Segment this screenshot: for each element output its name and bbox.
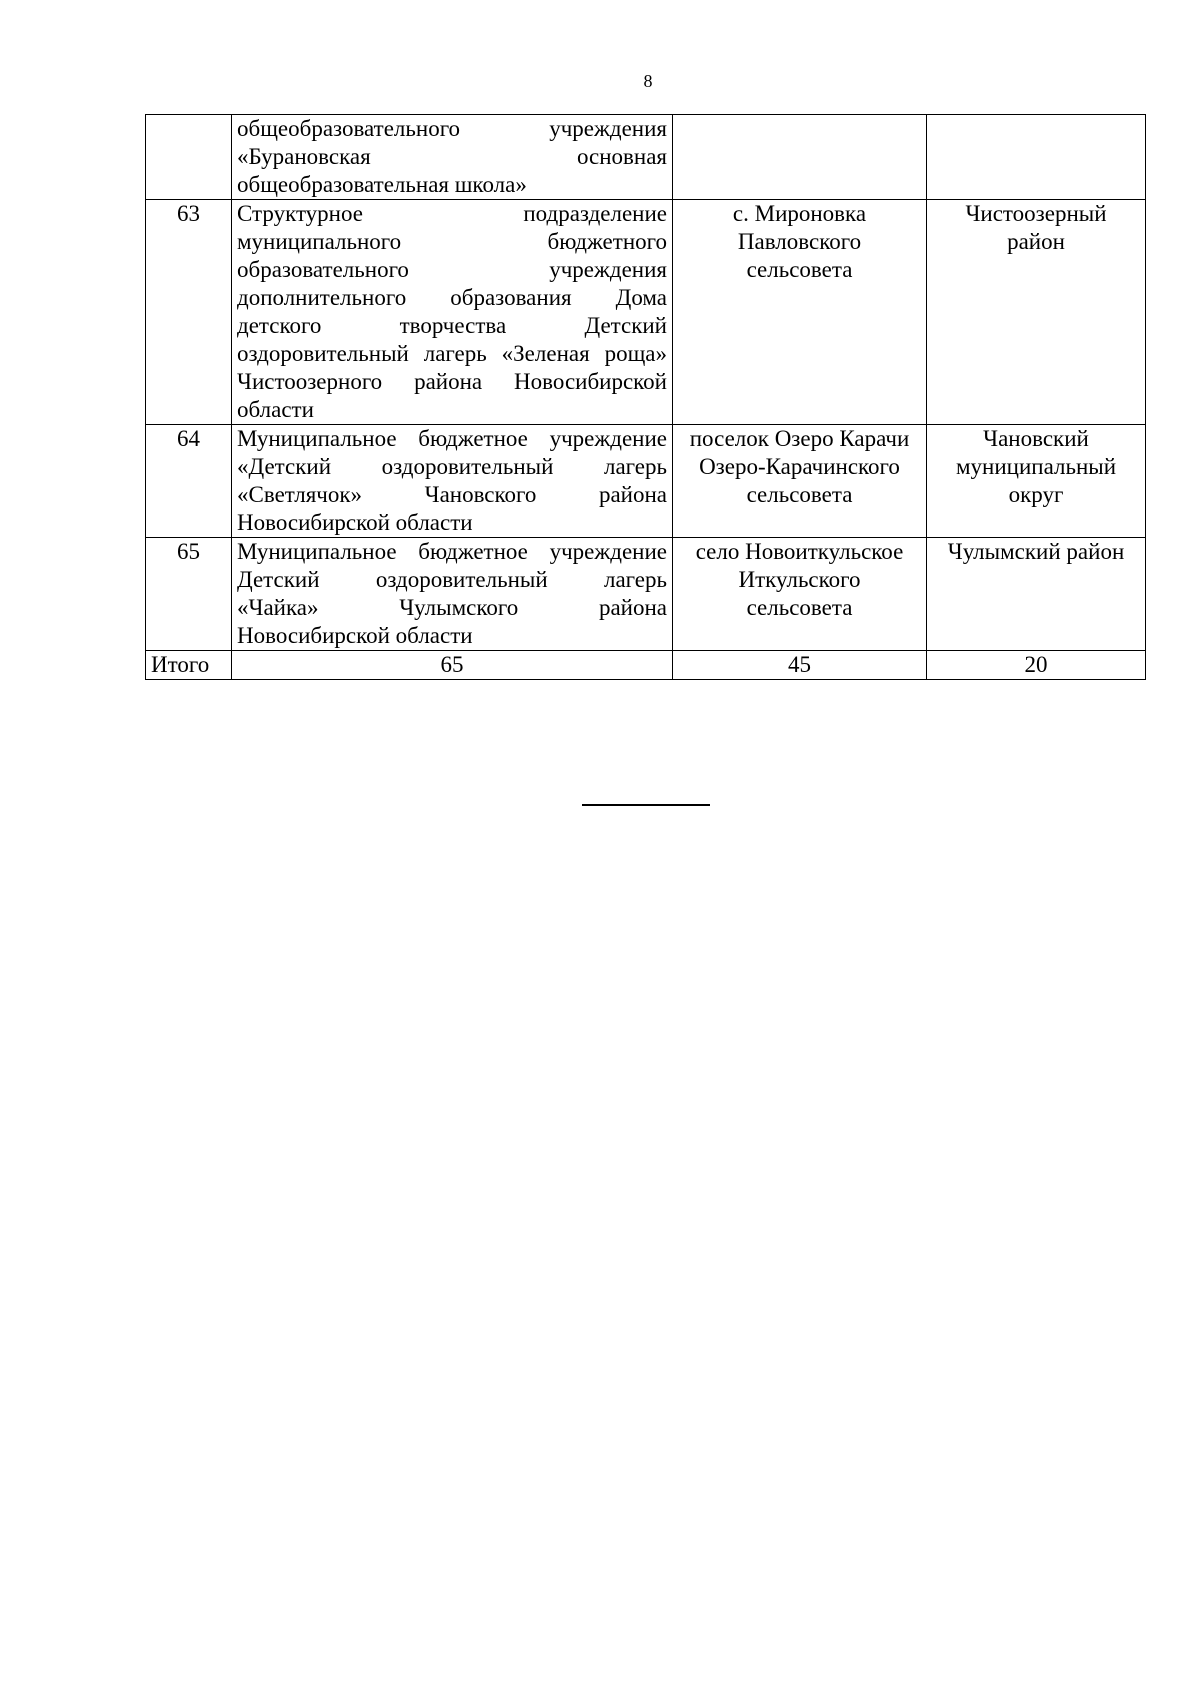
district-cell xyxy=(927,425,1146,538)
location-line: село Новоиткульское xyxy=(695,539,904,564)
institution-name xyxy=(232,115,673,200)
institution-name-line: «Светлячок» Чановского района xyxy=(237,482,667,507)
total-row xyxy=(146,651,1146,680)
row-number xyxy=(146,115,232,200)
table-row xyxy=(146,425,1146,538)
district-cell xyxy=(927,115,1146,200)
location-cell xyxy=(673,538,927,651)
district-line: Чулымский район xyxy=(947,539,1125,564)
total-name-count: 65 xyxy=(232,651,673,680)
row-number: 64 xyxy=(146,425,232,538)
district-cell xyxy=(927,538,1146,651)
institution-name-line: области xyxy=(237,397,314,422)
district-line: округ xyxy=(1008,482,1064,507)
table-row xyxy=(146,200,1146,425)
institution-name-line: «Бурановская основная xyxy=(237,144,667,169)
institution-name-line: Новосибирской области xyxy=(237,510,473,535)
institution-name-line: общеобразовательная школа» xyxy=(237,172,527,197)
institution-name xyxy=(232,425,673,538)
location-line: сельсовета xyxy=(746,482,853,507)
location-line: Иткульского xyxy=(738,567,861,592)
location-line: сельсовета xyxy=(746,595,853,620)
location-line: поселок Озеро Карачи xyxy=(689,426,910,451)
total-district-count: 20 xyxy=(927,651,1146,680)
location-cell xyxy=(673,200,927,425)
table-row xyxy=(146,115,1146,200)
location-cell xyxy=(673,115,927,200)
institution-name-line: Муниципальное бюджетное учреждение xyxy=(237,426,667,451)
institution-name-line: «Чайка» Чулымского района xyxy=(237,595,667,620)
institution-name-line: «Детский оздоровительный лагерь xyxy=(237,454,667,479)
institution-name-line: общеобразовательного учреждения xyxy=(237,116,667,141)
institution-name-line: Детский оздоровительный лагерь xyxy=(237,567,667,592)
location-line: Павловского xyxy=(737,229,862,254)
location-cell xyxy=(673,425,927,538)
end-rule xyxy=(582,804,710,806)
institution-name-line: Муниципальное бюджетное учреждение xyxy=(237,539,667,564)
table-body xyxy=(146,115,1146,680)
institution-name-line: Структурное подразделение xyxy=(237,201,667,226)
institution-name-line: оздоровительный лагерь «Зеленая роща» xyxy=(237,341,667,366)
location-line: Озеро-Карачинского xyxy=(699,454,900,479)
institution-name xyxy=(232,200,673,425)
location-line: сельсовета xyxy=(746,257,853,282)
institution-name-line: Чистоозерного района Новосибирской xyxy=(237,369,667,394)
table-row xyxy=(146,538,1146,651)
location-line: с. Мироновка xyxy=(732,201,867,226)
district-line: район xyxy=(1007,229,1065,254)
institutions-table xyxy=(145,114,1146,680)
row-number: 65 xyxy=(146,538,232,651)
institution-name-line: дополнительного образования Дома xyxy=(237,285,667,310)
institution-name-line: детского творчества Детский xyxy=(237,313,667,338)
total-label: Итого xyxy=(146,651,232,680)
district-line: муниципальный xyxy=(955,454,1117,479)
row-number: 63 xyxy=(146,200,232,425)
institution-name xyxy=(232,538,673,651)
total-location-count: 45 xyxy=(673,651,927,680)
institution-name-line: образовательного учреждения xyxy=(237,257,667,282)
page-number: 8 xyxy=(643,71,653,91)
district-line: Чистоозерный xyxy=(965,201,1107,226)
district-cell xyxy=(927,200,1146,425)
institution-name-line: Новосибирской области xyxy=(237,623,473,648)
district-line: Чановский xyxy=(983,426,1089,451)
institution-name-line: муниципального бюджетного xyxy=(237,229,667,254)
